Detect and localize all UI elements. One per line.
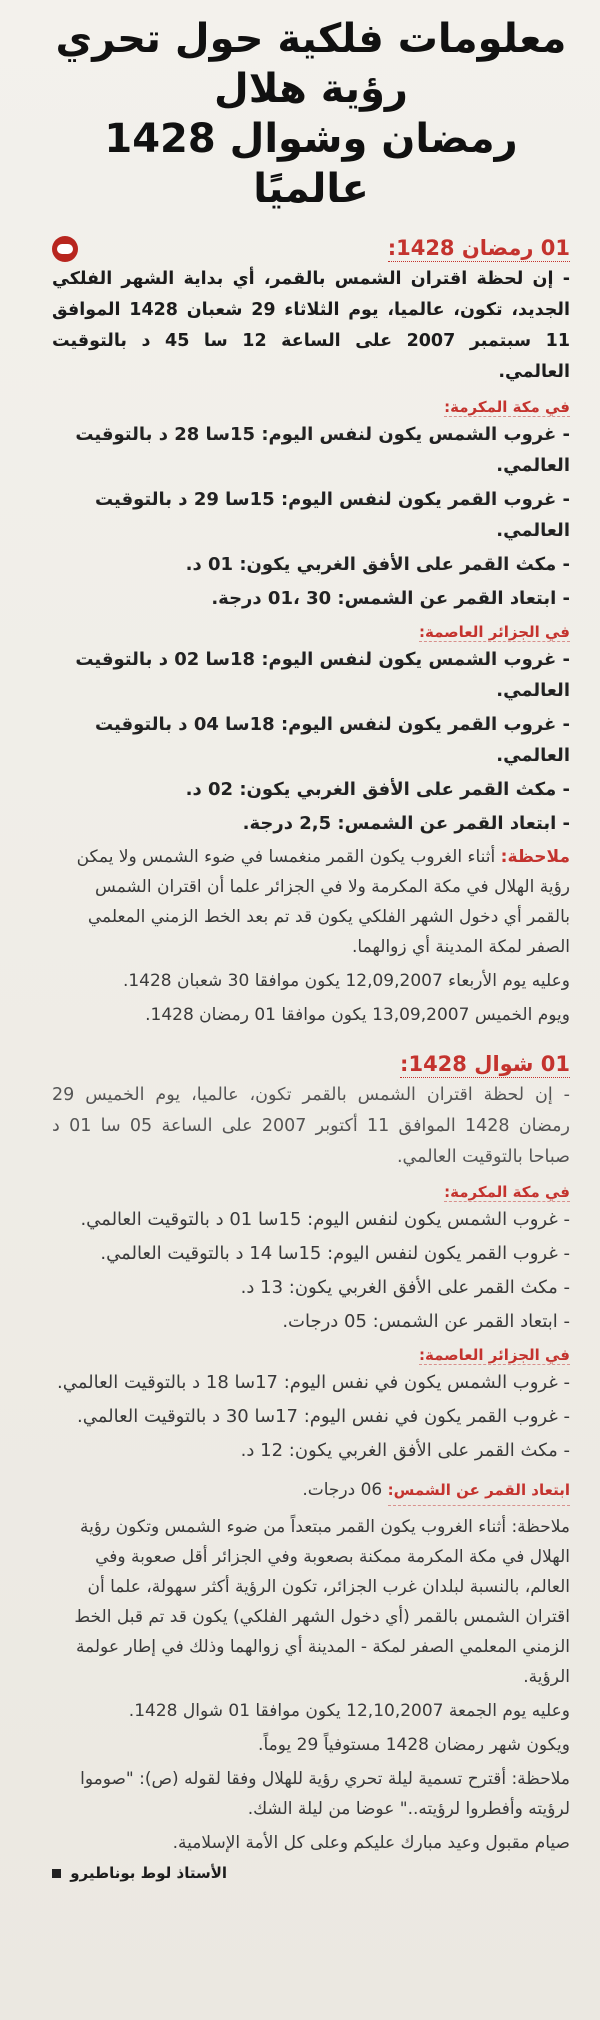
ramadan-section-header (52, 236, 570, 262)
list-item: - غروب الشمس يكون لنفس اليوم: 15سا 01 د بالتوقيت العالمي. (80, 1209, 570, 1230)
list-item: - غروب القمر يكون لنفس اليوم: 15سا 14 د بالتوقيت العالمي. (100, 1243, 570, 1264)
ramadan-algiers-label: في الجزائر العاصمة: (419, 623, 570, 641)
shawwal-conclusion-1: وعليه يوم الجمعة 12,10,2007 يكون موافقا 01 شوال 1428. (128, 1701, 570, 1721)
ramadan-intro: - إن لحظة اقتران الشمس بالقمر، أي بداية الشهر الفلكي الجديد، تكون، عالميا، يوم الثلاثاء 29 شعبان 1428 الموافق 11 سبتمبر 2007 على الساعة 12 سا 45 د بالتوقيت العالمي. (52, 269, 570, 382)
list-item: - مكث القمر على الأفق الغربي يكون: 13 د. (240, 1277, 570, 1298)
ramadan-note (52, 842, 570, 962)
ramadan-conclusion-1: وعليه يوم الأربعاء 12,09,2007 يكون موافقا 30 شعبان 1428. (122, 971, 570, 991)
ramadan-algiers-list (52, 644, 570, 839)
list-item: - غروب القمر يكون لنفس اليوم: 15سا 29 د بالتوقيت العالمي. (94, 489, 570, 541)
shawwal-conclusion-2: ويكون شهر رمضان 1428 مستوفياً 29 يوماً. (258, 1735, 570, 1755)
headline-line-2: رمضان وشوال 1428 عالميًا (104, 116, 518, 212)
shawwal-section-header (52, 1052, 570, 1078)
ramadan-note-label: ملاحظة: (500, 847, 570, 867)
shawwal-note-2: ملاحظة: أقترح تسمية ليلة تحري رؤية للهلال وفقا لقوله (ص): "صوموا لرؤيته وأفطروا لرؤيته.." عوضا من ليلة الشك. (80, 1769, 570, 1819)
shawwal-algiers-label: في الجزائر العاصمة: (419, 1346, 570, 1364)
shawwal-intro: - إن لحظة اقتران الشمس بالقمر تكون، عالميا، يوم الخميس 29 رمضان 1428 الموافق 11 أكتوبر 2007 على الساعة 05 سا 01 د صباحا بالتوقيت العالمي. (52, 1085, 571, 1167)
shawwal-distance (52, 1469, 570, 1508)
list-item: - مكث القمر على الأفق الغربي يكون: 12 د. (240, 1440, 570, 1461)
ramadan-section-title: 01 رمضان 1428: (387, 236, 570, 260)
list-item: - مكث القمر على الأفق الغربي يكون: 02 د. (185, 779, 570, 800)
list-item: - غروب الشمس يكون في نفس اليوم: 17سا 18 د بالتوقيت العالمي. (57, 1372, 570, 1393)
shawwal-makkah-label: في مكة المكرمة: (444, 1183, 570, 1201)
shawwal-note: ملاحظة: أثناء الغروب يكون القمر مبتعداً من ضوء الشمس وتكون رؤية الهلال في مكة المكرمة ممكنة بصعوبة وفي الجزائر أقل صعوبة وفي العالم، بالنسبة لبلدان غرب الجزائر، تكون الرؤية أكثر سهولة، علما أن اقتران الشمس بالقمر (أي دخول الشهر الفلكي) يكون قد تم قبل الخط الزمني المعلمي الصفر لمكة - المدينة أي زوالهما وذلك في إطار عولمة الرؤية. (74, 1517, 570, 1687)
author-signature (52, 1864, 570, 1882)
shawwal-algiers-list (52, 1367, 570, 1466)
list-item: - ابتعاد القمر عن الشمس: 30 ،01 درجة. (211, 588, 570, 609)
ramadan-conclusion-2: ويوم الخميس 13,09,2007 يكون موافقا 01 رمضان 1428. (145, 1005, 570, 1025)
shawwal-distance-value: 06 درجات. (302, 1480, 383, 1500)
shawwal-section-title: 01 شوال 1428: (400, 1052, 570, 1076)
author-name: الأستاذ لوط بوناطيرو (70, 1864, 228, 1882)
list-item: - غروب الشمس يكون لنفس اليوم: 15سا 28 د بالتوقيت العالمي. (75, 424, 570, 476)
list-item: - مكث القمر على الأفق الغربي يكون: 01 د. (185, 554, 570, 575)
article-headline (52, 14, 570, 214)
list-item: - غروب القمر يكون في نفس اليوم: 17سا 30 د بالتوقيت العالمي. (76, 1406, 570, 1427)
end-mark-icon (52, 1869, 61, 1878)
ramadan-makkah-list (52, 419, 570, 614)
ramadan-note-text: أثناء الغروب يكون القمر منغمسا في ضوء الشمس ولا يمكن رؤية الهلال في مكة المكرمة ولا في الجزائر علما أن اقتران الشمس بالقمر أي دخول الشهر الفلكي يكون قد تم بعد الخط الزمني المعلمي الصفر لمكة المدينة أي زوالهما. (76, 847, 570, 957)
shawwal-distance-label: ابتعاد القمر عن الشمس: (388, 1475, 570, 1506)
list-item: - ابتعاد القمر عن الشمس: 05 درجات. (282, 1311, 570, 1332)
list-item: - غروب الشمس يكون لنفس اليوم: 18سا 02 د بالتوقيت العالمي. (75, 649, 570, 701)
list-item: - غروب القمر يكون لنفس اليوم: 18سا 04 د بالتوقيت العالمي. (94, 714, 570, 766)
closing-greeting: صيام مقبول وعيد مبارك عليكم وعلى كل الأمة الإسلامية. (172, 1833, 570, 1853)
list-item: - ابتعاد القمر عن الشمس: 2,5 درجة. (242, 813, 570, 834)
ramadan-makkah-label: في مكة المكرمة: (444, 398, 570, 416)
headline-line-1: معلومات فلكية حول تحري رؤية هلال (55, 16, 567, 112)
shawwal-makkah-list (52, 1204, 570, 1337)
section-bullet-icon (52, 236, 78, 262)
